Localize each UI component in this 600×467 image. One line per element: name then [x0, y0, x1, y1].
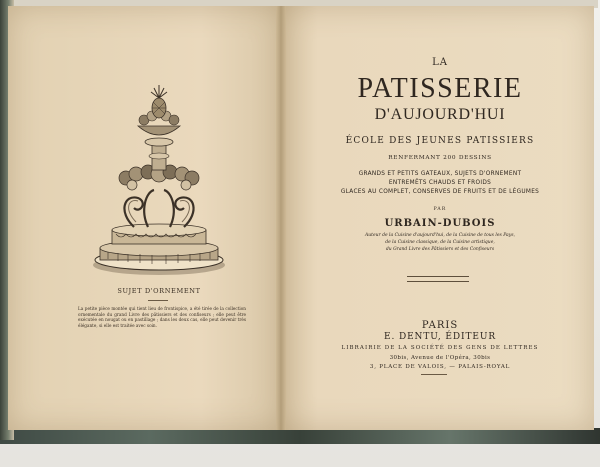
caption-rule [148, 300, 168, 301]
credit-line: de la Cuisine classique, de la Cuisine artistique, [385, 240, 495, 245]
imprint-address: 30bis, Avenue de l'Opéra, 30bis [389, 355, 491, 361]
ornament-engraving-icon [88, 82, 230, 282]
ornament-caption: SUJET D'ORNEMENT [117, 287, 201, 295]
imprint-address-secondary: 3, PLACE DE VALOIS, — PALAIS-ROYAL [369, 364, 511, 370]
book-subtitle: D'AUJOURD'HUI [374, 106, 506, 123]
author-credits [290, 232, 590, 253]
book-gutter [276, 6, 286, 430]
book-title: PATISSERIE [357, 73, 523, 104]
contents-line: GLACES AU COMPLET, CONSERVES DE FRUITS ET DE LÉGUMES [340, 189, 540, 195]
contents-line: GRANDS ET PETITS GATEAUX, SUJETS D'ORNEMENT [358, 171, 522, 177]
ornamental-divider [407, 276, 469, 282]
ornament-description: La petite pièce montée qui tient lieu de frontispice, a été tirée de la collection ornementale du grand Livre des pâtissiers et des confiseurs ; elle peut être exécutée en nougat ou en pastillage ; dans les deux cas, elle peut devenir très élégante, si elle est traitée avec soin. [78, 306, 246, 328]
series-line: ÉCOLE DES JEUNES PATISSIERS [345, 136, 535, 146]
author-name: URBAIN-DUBOIS [384, 218, 496, 229]
small-rule [421, 374, 447, 375]
imprint-line: LIBRAIRIE DE LA SOCIÉTÉ DES GENS DE LETTRES [341, 345, 539, 351]
by-label: PAR [433, 207, 447, 212]
contents-list [290, 170, 590, 197]
drawings-count: RENFERMANT 200 DESSINS [388, 155, 492, 161]
contents-line: ENTREMÊTS CHAUDS ET FROIDS [388, 180, 492, 186]
credit-line: Auteur de la Cuisine d'aujourd'hui, de la Cuisine de tous les Pays, [364, 233, 516, 238]
publication-city: PARIS [421, 320, 459, 331]
title-article: LA [432, 57, 448, 68]
marbled-book-cover [0, 428, 600, 444]
credit-line: du Grand Livre des Pâtissiers et des Confiseurs [385, 247, 495, 252]
publisher-name: E. DENTU, ÉDITEUR [383, 332, 496, 342]
